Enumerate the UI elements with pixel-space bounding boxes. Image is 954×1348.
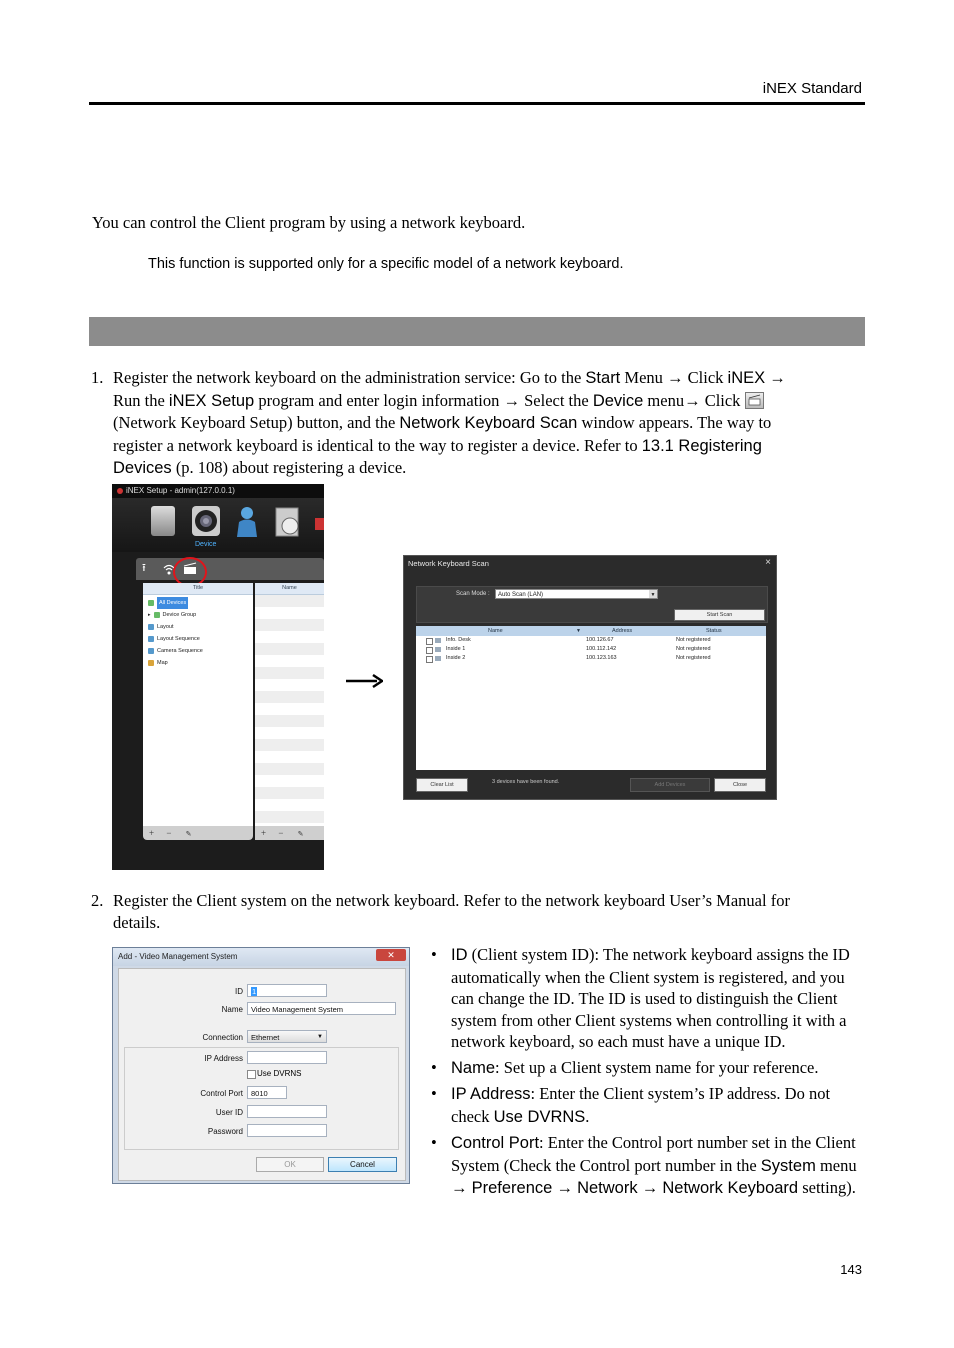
- keyboard-icon: [435, 656, 441, 661]
- row-status: Not registered: [676, 637, 711, 643]
- password-label: Password: [207, 1127, 243, 1136]
- table-header: [416, 626, 766, 636]
- step-2-number: 2.: [91, 891, 104, 910]
- tree-item-camera-sequence[interactable]: Camera Sequence: [148, 645, 253, 657]
- keyboard-icon: [435, 638, 441, 643]
- add-icon[interactable]: +: [149, 828, 155, 838]
- bullet-ip-address: • IP Address: Enter the Client system’s IP address. Do not check Use DVRNS.: [431, 1084, 831, 1126]
- ok-button[interactable]: OK: [256, 1157, 324, 1172]
- found-status: 3 devices have been found.: [492, 779, 560, 785]
- page-number: 143: [840, 1262, 862, 1277]
- bullet-control-port: • Control Port: Enter the Control port number set in the Client System (Check the Control port number in the System menu → Preference → Network → Network Keyboard setting).: [431, 1133, 857, 1197]
- step-2-text: Register the Client system on the network keyboard. Refer to the network keyboard User’s Manual for details.: [113, 891, 790, 932]
- table-row[interactable]: [416, 645, 766, 654]
- tree-item-map[interactable]: Map: [148, 657, 253, 669]
- scan-mode-select[interactable]: Auto Scan (LAN) ▼: [495, 589, 658, 599]
- clear-list-button[interactable]: Clear List: [416, 778, 468, 792]
- control-port-field[interactable]: 8010: [247, 1086, 287, 1099]
- list-footer: [255, 826, 324, 840]
- cancel-button[interactable]: Cancel: [328, 1157, 397, 1172]
- field-description-list: [431, 944, 867, 1204]
- row-address: 100.112.142: [586, 646, 617, 652]
- running-header: iNEX Standard: [762, 80, 862, 97]
- row-checkbox[interactable]: [426, 638, 433, 645]
- table-row[interactable]: [416, 636, 766, 645]
- row-address: 100.126.67: [586, 637, 614, 643]
- tree-item-layout-sequence[interactable]: Layout Sequence: [148, 633, 253, 645]
- start-menu-ref: Start: [585, 369, 621, 387]
- tree-item-all-devices[interactable]: All Devices: [148, 597, 253, 609]
- intro-paragraph: You can control the Client program by using a network keyboard.: [92, 213, 526, 232]
- row-name: Info. Desk: [446, 637, 471, 643]
- inex-setup-window: [112, 484, 324, 870]
- ip-address-field[interactable]: [247, 1051, 327, 1064]
- row-name: Inside 1: [446, 646, 466, 652]
- remove-icon[interactable]: −: [278, 828, 284, 838]
- device-menu-ref: Device: [592, 391, 644, 410]
- flow-arrow-icon: [345, 673, 383, 694]
- edit-icon[interactable]: ✎: [297, 830, 304, 838]
- scan-mode-label: Scan Mode :: [456, 591, 490, 597]
- user-id-label: User ID: [215, 1108, 243, 1117]
- setup-window-title: iNEX Setup - admin(127.0.0.1): [112, 484, 324, 498]
- tree-item-layout[interactable]: Layout: [148, 621, 253, 633]
- app-icon: [117, 488, 123, 494]
- row-address: 100.123.163: [586, 655, 617, 661]
- row-checkbox[interactable]: [426, 656, 433, 663]
- edit-icon[interactable]: ✎: [185, 830, 192, 838]
- device-tab-label: Device: [195, 541, 217, 548]
- keyboard-setup-icon: [745, 392, 764, 409]
- add-devices-button[interactable]: Add Devices: [630, 778, 710, 792]
- connection-label: Connection: [202, 1033, 243, 1042]
- device-tree-panel: [143, 583, 253, 826]
- scan-window-title: Network Keyboard Scan: [408, 559, 489, 568]
- remove-icon[interactable]: −: [166, 828, 172, 838]
- use-dvrns-label: Use DVRNS: [257, 1069, 302, 1078]
- inex-ref: iNEX: [727, 369, 766, 387]
- control-port-label: Control Port: [200, 1089, 243, 1098]
- tree-footer: [143, 826, 253, 840]
- start-scan-button[interactable]: Start Scan: [674, 609, 765, 621]
- list-column-header: Name: [255, 583, 324, 595]
- upload-icon[interactable]: ⭱: [142, 562, 146, 574]
- device-list-panel: [255, 583, 324, 826]
- close-button[interactable]: Close: [714, 778, 766, 792]
- registering-devices-link[interactable]: 13.1 Registering: [641, 436, 762, 455]
- system-icon[interactable]: [151, 506, 175, 536]
- nks-ref: Network Keyboard Scan: [399, 414, 578, 432]
- scan-results-table: [416, 626, 766, 770]
- id-field[interactable]: 1: [247, 984, 327, 997]
- inex-setup-ref: iNEX Setup: [168, 391, 255, 410]
- tree-item-device-group[interactable]: ▸ Device Group: [148, 612, 197, 618]
- user-icon[interactable]: [234, 504, 260, 543]
- close-icon[interactable]: ✕: [376, 949, 406, 961]
- chevron-down-icon: ▼: [317, 1034, 323, 1040]
- col-status[interactable]: Status: [706, 628, 722, 634]
- name-field[interactable]: Video Management System: [247, 1002, 396, 1015]
- row-name: Inside 2: [446, 655, 466, 661]
- connection-select[interactable]: Ethernet ▼: [247, 1030, 327, 1043]
- ip-address-label: IP Address: [204, 1054, 243, 1063]
- close-icon[interactable]: ×: [765, 557, 771, 568]
- row-checkbox[interactable]: [426, 647, 433, 654]
- col-name[interactable]: Name: [488, 628, 503, 634]
- add-icon[interactable]: +: [261, 828, 267, 838]
- network-keyboard-scan-window: [403, 555, 777, 800]
- device-icon[interactable]: [192, 506, 220, 536]
- bullet-name: • Name: Set up a Client system name for your reference.: [431, 1057, 819, 1077]
- step-1-text: Register the network keyboard on the administration service: Go to the Start Menu → Click iNEX → Run the iNEX Setup program and enter login information → Select the Device menu→ Click (Network Keyboard Setup) button, and the Network Keyboard Scan window appears. The way to register a network keyboard is identical to the way to register a device. Refer to 13.1 Registering Devices (p. 108) about registering a device.: [113, 368, 786, 477]
- add-vms-dialog: [112, 947, 410, 1184]
- table-row[interactable]: [416, 654, 766, 663]
- chevron-down-icon: ▼: [650, 592, 656, 598]
- name-label: Name: [221, 1005, 243, 1014]
- row-status: Not registered: [676, 655, 711, 661]
- row-status: Not registered: [676, 646, 711, 652]
- tree-column-header: Title: [143, 583, 253, 595]
- schedule-icon[interactable]: [274, 506, 302, 543]
- use-dvrns-checkbox[interactable]: [247, 1070, 256, 1079]
- step-1-number: 1.: [91, 368, 104, 387]
- keyboard-icon: [435, 647, 441, 652]
- header-rule: [89, 102, 865, 105]
- id-label: ID: [235, 987, 243, 996]
- note-text: This function is supported only for a specific model of a network keyboard.: [148, 256, 624, 272]
- bullet-id: • ID (Client system ID): The network keyboard assigns the ID automatically when the Client system is registered, and you can change the ID. The ID is used to distinguish the Client system from other Client systems when controlling it with a network keyboard, so each must have a unique ID.: [431, 945, 850, 1051]
- dialog-title: Add - Video Management System: [118, 952, 238, 961]
- password-field[interactable]: [247, 1124, 327, 1137]
- col-address[interactable]: Address: [612, 628, 633, 634]
- section-bar: [89, 317, 865, 346]
- sort-icon: ▼: [576, 628, 581, 634]
- user-id-field[interactable]: [247, 1105, 327, 1118]
